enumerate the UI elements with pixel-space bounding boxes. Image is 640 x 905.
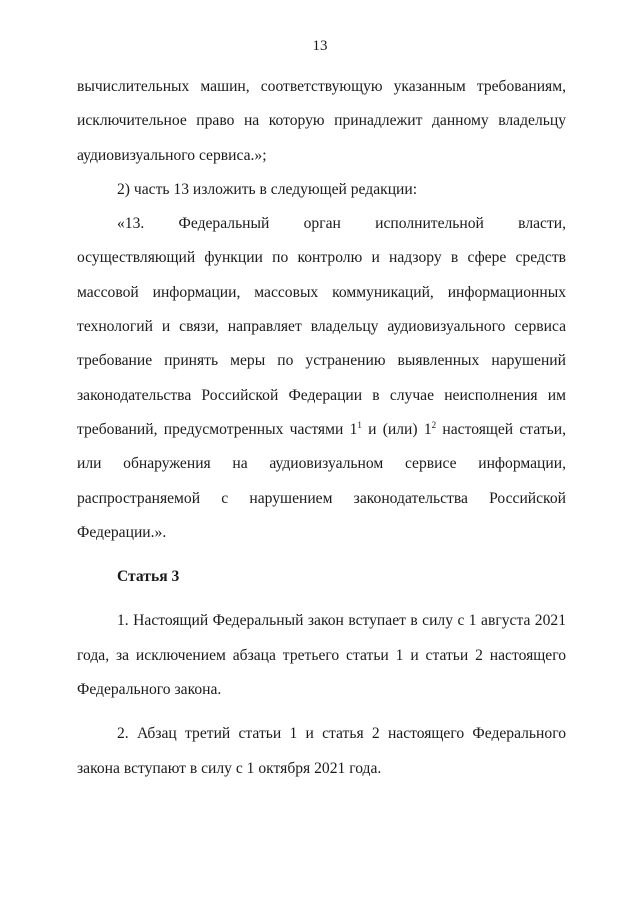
- spacer: [77, 594, 566, 604]
- spacer: [77, 707, 566, 717]
- article-3-heading: Статья 3: [117, 568, 180, 586]
- continuation-paragraph: вычислительных машин, соответствующую указанным требованиям, исключительное право на которую принадлежит данному владельцу аудиовизуального сервиса.»;: [77, 78, 566, 164]
- article-3-paragraph-1: 1. Настоящий Федеральный закон вступает в силу с 1 августа 2021 года, за исключением абзаца третьего статьи 1 и статьи 2 настоящего Федерального закона.: [77, 612, 566, 699]
- article-3-paragraph-2: 2. Абзац третий статьи 1 и статья 2 настоящего Федерального закона вступают в силу с 1 октября 2021 года.: [77, 725, 566, 777]
- document-body: [77, 70, 566, 786]
- superscript-1: 1: [357, 419, 362, 430]
- item-2-paragraph: 2) часть 13 изложить в следующей редакции:: [117, 180, 418, 198]
- part-13-paragraph: [77, 207, 566, 550]
- spacer: [77, 550, 566, 560]
- part-13-text-a: «13. Федеральный орган исполнительной власти, осуществляющий функции по контролю и надзору в сфере средств массовой информации, массовых коммуникаций, информационных технологий и связи, направляет владельцу аудиовизуального сервиса требование принять меры по устранению выявленных нарушений законодательства Российской Федерации в случае неисполнения им требований, предусмотренных частями 1: [77, 215, 566, 438]
- page-number: 13: [312, 38, 328, 54]
- superscript-2: 2: [431, 419, 437, 430]
- part-13-text-c: настоящей статьи, или обнаружения на аудиовизуальном сервисе информации, распространяемой с нарушением законодательства Российской Федерации.».: [77, 420, 567, 541]
- part-13-text-b: и (или) 1: [361, 420, 432, 438]
